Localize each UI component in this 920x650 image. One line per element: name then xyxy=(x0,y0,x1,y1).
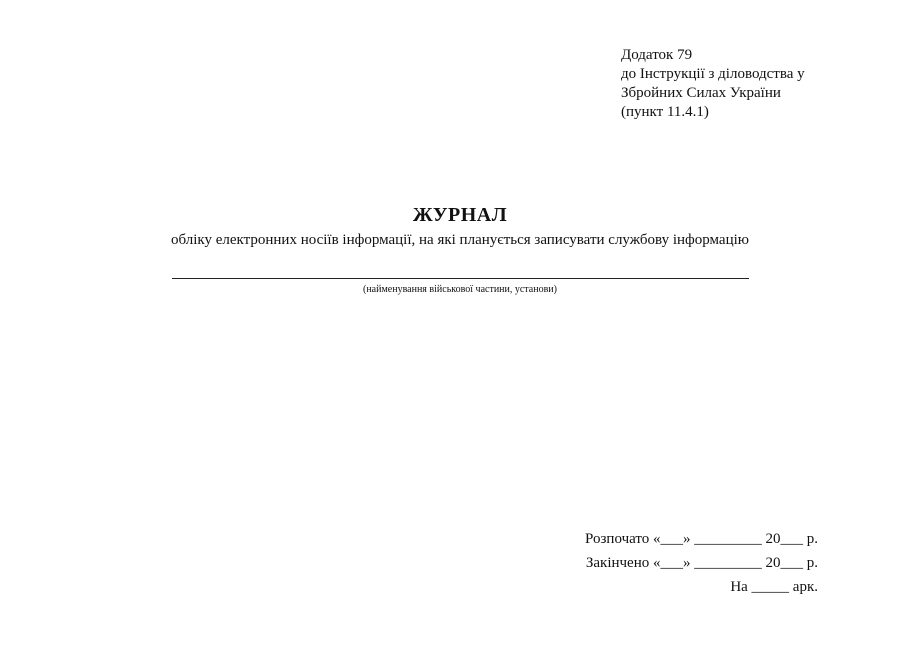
document-title: ЖУРНАЛ xyxy=(412,204,508,226)
appendix-forces-ref: Збройних Силах України xyxy=(621,85,781,101)
appendix-reference xyxy=(621,46,881,122)
appendix-clause-ref: (пункт 11.4.1) xyxy=(621,104,709,120)
unit-name-fill-line xyxy=(172,278,749,279)
appendix-number: Додаток 79 xyxy=(621,47,693,63)
unit-name-caption-wrapper xyxy=(0,284,920,295)
finished-date-line: Закінчено «___» _________ 20___ р. xyxy=(585,555,818,571)
unit-name-caption: (найменування військової частини, установи) xyxy=(362,284,557,295)
journal-dates-block xyxy=(458,527,818,599)
sheet-count-line: На _____ арк. xyxy=(730,579,818,595)
appendix-instruction-ref: до Інструкції з діловодства у xyxy=(621,66,805,82)
document-subtitle: обліку електронних носіїв інформації, на які планується записувати службову інформацію xyxy=(171,232,749,248)
started-date-line: Розпочато «___» _________ 20___ р. xyxy=(585,531,818,547)
